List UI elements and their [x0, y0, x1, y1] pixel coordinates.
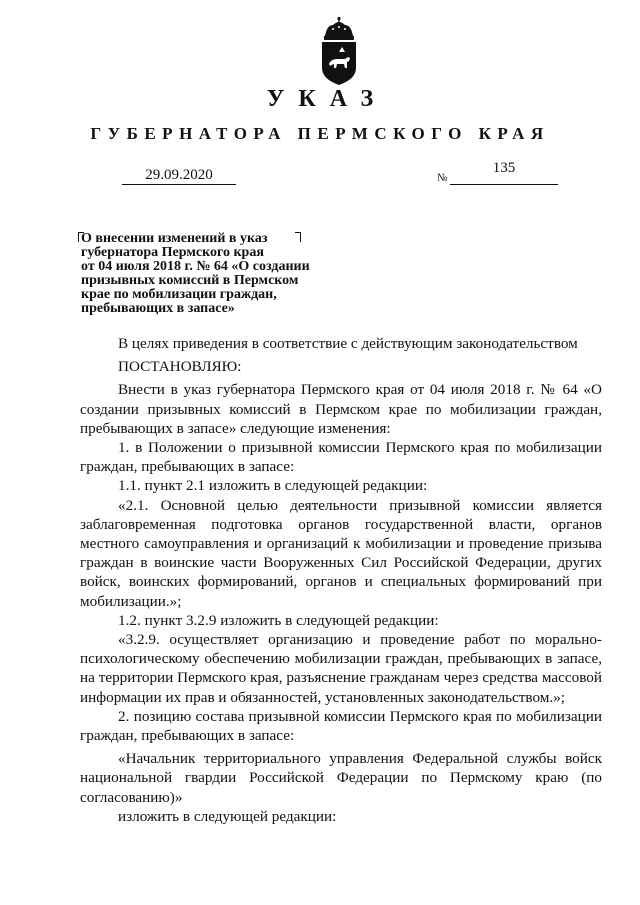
body-paragraph: 1.1. пункт 2.1 изложить в следующей редакции: [118, 477, 428, 495]
body-paragraph: 2. позицию состава призывной комиссии Пермского края по мобилизации граждан, пребывающих в запасе: [80, 707, 602, 745]
body-paragraph: 1. в Положении о призывной комиссии Пермского края по мобилизации граждан, пребывающих в запасе: [80, 439, 602, 476]
body-paragraph: Внести в указ губернатора Пермского края от 04 июля 2018 г. № 64 «О создании призывных комиссий в Пермском крае по мобилизации граждан, пребывающих в запасе» следующие изменения: [80, 381, 602, 437]
document-subtitle: ГУБЕРНАТОРА ПЕРМСКОГО КРАЯ [90, 124, 550, 143]
coat-of-arms-icon [318, 16, 360, 86]
body-paragraph: 1.2. пункт 3.2.9 изложить в следующей редакции: [118, 611, 439, 629]
subject-line: пребывающих в запасе» [81, 301, 235, 316]
subject-line: губернатора Пермского края [81, 245, 264, 260]
body-paragraph: изложить в следующей редакции: [118, 807, 337, 825]
document-title: УКАЗ [266, 86, 388, 112]
subject-line: крае по мобилизации граждан, [81, 287, 277, 302]
preamble-paragraph: В целях приведения в соответствие с действующим законодательством [118, 335, 578, 352]
number-label: № [437, 172, 448, 184]
body-paragraph: «2.1. Основной целью деятельности призывной комиссии является заблаговременная подготовка органов государственной власти, органов местного самоуправления и организаций к мобилизации и проведение призыва граждан в воинские части Вооруженных Сил Российской Федерации, других войск, воинских формирований, органов и специальных формирований при мобилизации.»; [80, 496, 602, 610]
document-body [80, 334, 602, 826]
body-paragraph: «Начальник территориального управления Федеральной службы войск национальной гвардии Российской Федерации по Пермскому краю (по согласованию)» [80, 750, 602, 806]
subject-line: от 04 июля 2018 г. № 64 «О создании [81, 259, 310, 274]
subject-line: О внесении изменений в указ [81, 231, 268, 246]
document-date: 29.09.2020 [122, 166, 236, 185]
document-number: 135 [492, 160, 516, 176]
body-paragraph: «3.2.9. осуществляет организацию и проведение работ по морально-психологическому обеспечению мобилизации граждан, пребывающих в запасе, на территории Пермского края, разъяснение гражданам через средства массовой информации их прав и обязанностей, установленных законодательством.»; [80, 631, 602, 706]
document-subject [81, 232, 361, 316]
subject-line: призывных комиссий в Пермском [81, 273, 299, 288]
resolve-word: ПОСТАНОВЛЯЮ: [118, 358, 242, 376]
